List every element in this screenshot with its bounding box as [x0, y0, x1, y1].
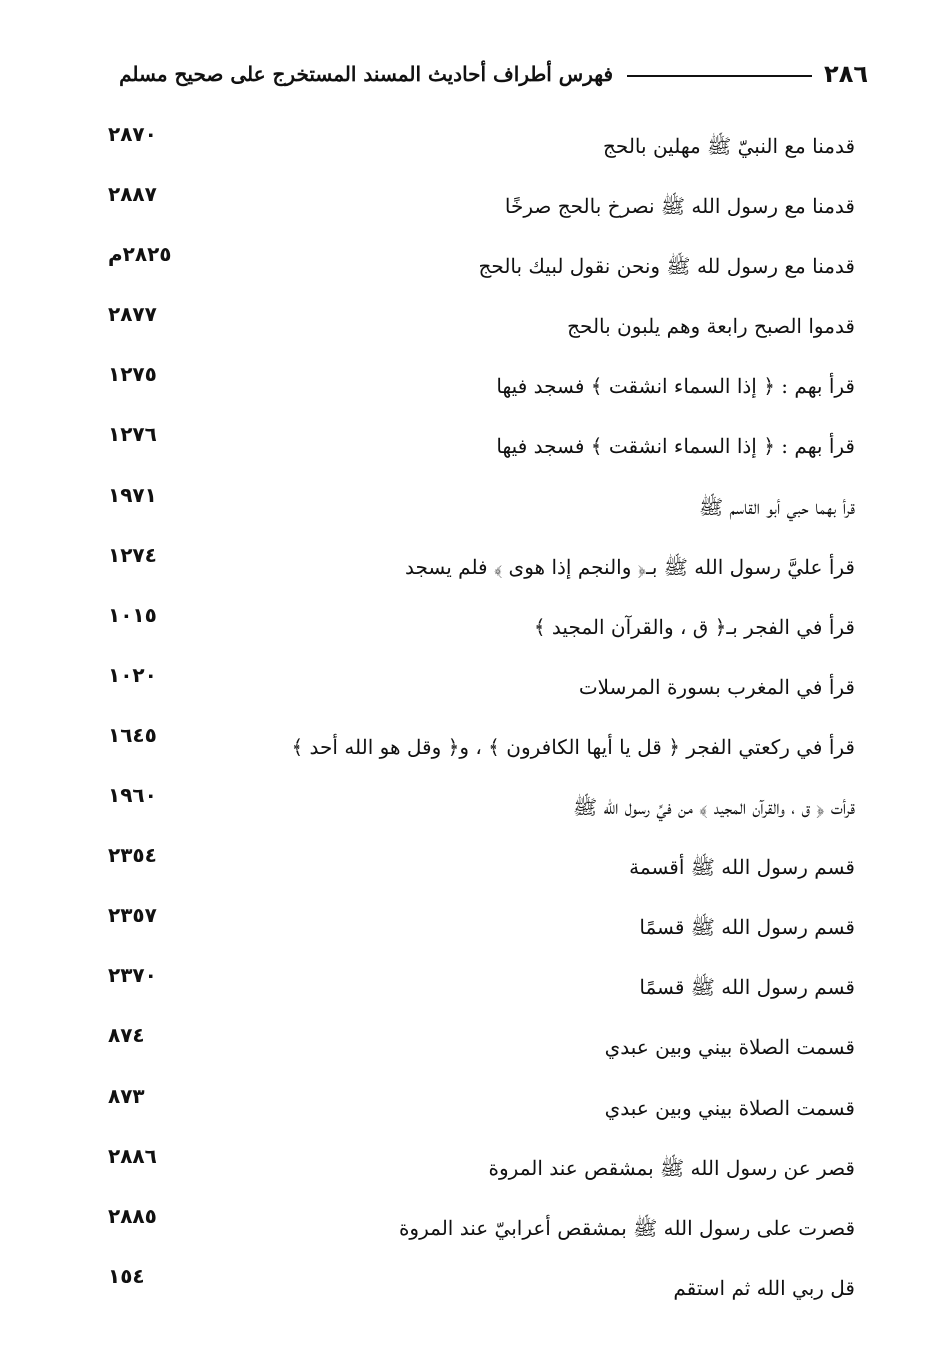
hadith-number: ١٢٧٦	[108, 422, 157, 447]
hadith-number: ٨٧٣	[108, 1083, 145, 1108]
hadith-incipit: قدمنا مع النبيّ ﷺ مهلين بالحج	[603, 134, 855, 158]
index-entry	[100, 298, 855, 358]
hadith-number: ٢٨٨٧	[108, 182, 157, 207]
index-entries	[100, 118, 855, 1320]
index-entry	[100, 1080, 855, 1140]
hadith-incipit: قل ربي الله ثم استقم	[673, 1275, 855, 1300]
index-entry	[100, 358, 855, 418]
header-rule	[627, 75, 812, 77]
index-entry	[100, 178, 855, 238]
hadith-number: ١٥٤	[108, 1263, 145, 1288]
hadith-number: ٨٧٤	[108, 1023, 145, 1048]
page-number: ٢٨٦	[824, 60, 868, 88]
hadith-incipit: قسم رسول الله ﷺ أقسمة	[629, 855, 855, 880]
hadith-number: ٢٨٨٦	[108, 1143, 157, 1168]
hadith-number: ١٠٢٠	[108, 662, 157, 687]
hadith-incipit: قسم رسول الله ﷺ قسمًا	[639, 915, 855, 940]
hadith-incipit: قرأ بهما حبي أبو القاسم ﷺ	[698, 494, 855, 519]
hadith-number: ١٩٧١	[108, 482, 157, 507]
hadith-incipit: قرأ عليَّ رسول الله ﷺ بـ﴿ والنجم إذا هوى ﴾ فلم يسجد	[404, 554, 855, 579]
hadith-number: ١٦٤٥	[108, 722, 157, 747]
index-entry	[100, 479, 855, 539]
hadith-incipit: قرأ في الفجر بـ﴿ ق ، والقرآن المجيد ﴾	[533, 614, 855, 639]
hadith-incipit: قسمت الصلاة بيني وبين عبدي	[604, 1035, 855, 1060]
index-entry	[100, 899, 855, 959]
hadith-incipit: قرأ بهم : ﴿ إذا السماء انشقت ﴾ فسجد فيها	[496, 374, 855, 399]
hadith-incipit: قصر عن رسول الله ﷺ بمشقص عند المروة	[488, 1155, 855, 1180]
index-entry	[100, 599, 855, 659]
page-header	[108, 54, 868, 94]
index-entry	[100, 238, 855, 298]
hadith-incipit: قرأ في المغرب بسورة المرسلات	[578, 674, 855, 699]
hadith-number: ١٩٦٠	[108, 783, 157, 808]
hadith-incipit: قرأ في ركعتي الفجر ﴿ قل يا أيها الكافرون ﴾ ، و﴿ وقل هو الله أحد ﴾	[291, 734, 855, 759]
index-entry	[100, 1200, 855, 1260]
hadith-incipit: قرأت ﴿ ق ، والقرآن المجيد ﴾ من فيِّ رسول الله ﷺ	[572, 795, 855, 820]
hadith-number: ٢٨٧٧	[108, 302, 157, 327]
index-entry	[100, 839, 855, 899]
hadith-incipit: قسم رسول الله ﷺ قسمًا	[639, 975, 855, 1000]
running-title: فهرس أطراف أحاديث المسند المستخرج على صحيح مسلم	[119, 62, 614, 86]
index-entry	[100, 1140, 855, 1200]
hadith-number: ٢٨٧٠	[108, 122, 157, 146]
hadith-number: ٢٨٨٥	[108, 1203, 157, 1228]
hadith-incipit: قصرت على رسول الله ﷺ بمشقص أعرابيّ عند المروة	[398, 1215, 855, 1240]
hadith-incipit: قدمنا مع رسول الله ﷺ نصرخ بالحج صرخًا	[504, 194, 855, 219]
hadith-incipit: قدموا الصبح رابعة وهم يلبون بالحج	[567, 314, 855, 339]
hadith-number: ١٢٧٤	[108, 542, 157, 567]
hadith-number: ٢٣٥٤	[108, 843, 157, 868]
index-entry	[100, 118, 855, 178]
hadith-number: ٢٣٥٧	[108, 903, 157, 928]
index-entry	[100, 418, 855, 478]
hadith-incipit: قسمت الصلاة بيني وبين عبدي	[604, 1095, 855, 1120]
index-entry	[100, 539, 855, 599]
index-entry	[100, 959, 855, 1019]
hadith-incipit: قرأ بهم : ﴿ إذا السماء انشقت ﴾ فسجد فيها	[496, 434, 855, 459]
index-entry	[100, 719, 855, 779]
hadith-number: ١٠١٥	[108, 602, 157, 627]
hadith-number: ٢٨٢٥م	[108, 242, 172, 267]
index-entry	[100, 1019, 855, 1079]
index-entry	[100, 779, 855, 839]
hadith-incipit: قدمنا مع رسول لله ﷺ ونحن نقول لبيك بالحج	[478, 254, 855, 279]
hadith-number: ٢٣٧٠	[108, 963, 157, 988]
index-entry	[100, 659, 855, 719]
hadith-number: ١٢٧٥	[108, 362, 157, 387]
index-entry	[100, 1260, 855, 1320]
